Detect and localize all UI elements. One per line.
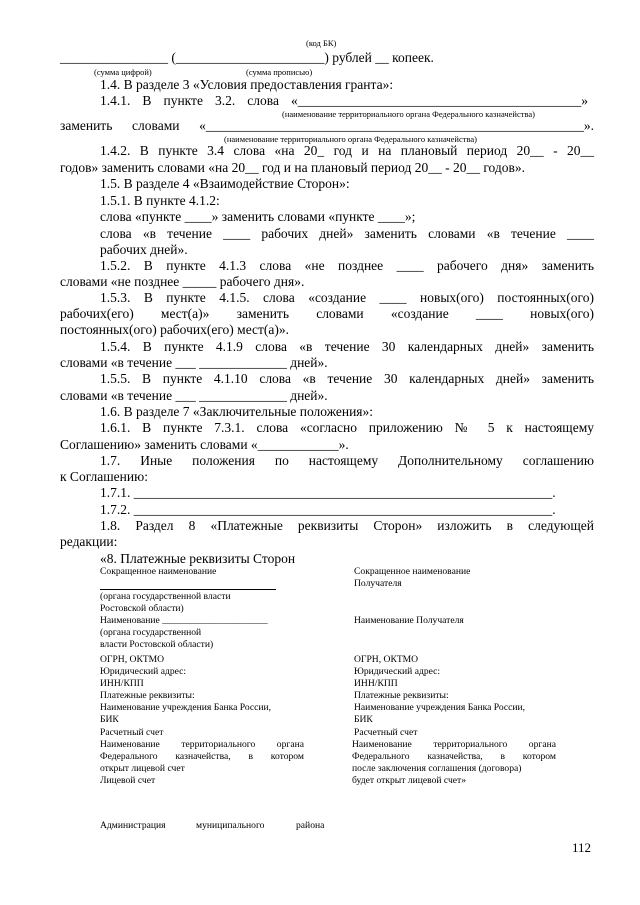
left-bik: БИК bbox=[100, 714, 119, 725]
code-caption: (код БК) bbox=[306, 38, 337, 48]
left-treasury-line1: Наименование территориального органа bbox=[100, 739, 304, 750]
left-account: Расчетный счет bbox=[100, 727, 164, 738]
left-ogrn: ОГРН, ОКТМО bbox=[100, 654, 165, 665]
left-treasury-line2: Федерального казначейства, в котором bbox=[100, 751, 304, 762]
paragraph-1-8-line2: редакции: bbox=[60, 534, 118, 549]
left-short-name: Сокращенное наименование bbox=[100, 566, 217, 577]
paragraph-1-7-line2: к Соглашению: bbox=[60, 469, 148, 484]
paragraph-1-5-3-line1: 1.5.3. В пункте 4.1.5. слова «создание ____ новых(ого) постоянных(ого) bbox=[100, 290, 594, 305]
right-account: Расчетный счет bbox=[354, 727, 418, 738]
paragraph-1-5-4-line2: словами «в течение ___ _____________ дней». bbox=[60, 355, 328, 370]
right-ogrn: ОГРН, ОКТМО bbox=[354, 654, 419, 665]
paragraph-1-5-1-words: слова «пункте ____» заменить словами «пункте ____»; bbox=[100, 209, 416, 224]
amount-line: ________________ (______________________) рублей __ копеек. bbox=[60, 50, 434, 65]
left-address: Юридический адрес: bbox=[100, 666, 187, 677]
footer-administration: Администрация bbox=[100, 820, 166, 831]
right-short-name-line2: Получателя bbox=[354, 578, 402, 589]
paragraph-1-6-1-line2: Соглашению» заменить словами «____________». bbox=[60, 437, 349, 452]
left-org2-line1: (органа государственной bbox=[100, 627, 202, 638]
amount-digits-caption: (сумма цифрой) bbox=[94, 67, 152, 77]
paragraph-1-7-line1: 1.7. Иные положения по настоящему Дополнительному соглашению bbox=[100, 453, 594, 468]
paragraph-1-4-2-line1: 1.4.2. В пункте 3.4 слова «на 20_ год и на плановый период 20__ - 20__ bbox=[100, 143, 594, 158]
paragraph-1-4: 1.4. В разделе 3 «Условия предоставления гранта»: bbox=[100, 77, 394, 92]
section-8-title: «8. Платежные реквизиты Сторон bbox=[100, 551, 296, 566]
left-org-line1: (органа государственной власти bbox=[100, 591, 231, 602]
left-payment: Платежные реквизиты: bbox=[100, 690, 195, 701]
paragraph-1-7-2: 1.7.2. ______________________________________________________________. bbox=[100, 502, 556, 517]
right-bik: БИК bbox=[354, 714, 373, 725]
paragraph-1-5-3-line2: рабочих(его) мест(а)» заменить словами «создание ____ новых(ого) bbox=[60, 306, 594, 321]
page-number: 112 bbox=[572, 840, 592, 855]
paragraph-1-8-line1: 1.8. Раздел 8 «Платежные реквизиты Сторон» изложить в следующей bbox=[100, 518, 594, 533]
left-personal-account: Лицевой счет bbox=[100, 775, 156, 786]
footer-municipal: муниципального bbox=[196, 820, 265, 831]
paragraph-1-6: 1.6. В разделе 7 «Заключительные положения»: bbox=[100, 404, 374, 419]
left-bank: Наименование учреждения Банка России, bbox=[100, 702, 272, 713]
right-inn: ИНН/КПП bbox=[354, 678, 398, 689]
paragraph-1-4-2-line2: годов» заменить словами «на 20__ год и на плановый период 20__ - 20__ годов». bbox=[60, 160, 526, 175]
caption-treasury-1: (наименование территориального органа Федерального казначейства) bbox=[282, 109, 535, 119]
right-payment: Платежные реквизиты: bbox=[354, 690, 449, 701]
caption-treasury-2: (наименование территориального органа Федерального казначейства) bbox=[224, 134, 477, 144]
right-treasury-line2: Федерального казначейства, в котором bbox=[352, 751, 556, 762]
right-bank: Наименование учреждения Банка России, bbox=[354, 702, 526, 713]
replace-words-line: заменить словами «________________________________________________________». bbox=[60, 118, 594, 133]
paragraph-1-6-1-line1: 1.6.1. В пункте 7.3.1. слова «согласно приложению № 5 к настоящему bbox=[100, 420, 594, 435]
paragraph-1-5-4-line1: 1.5.4. В пункте 4.1.9 слова «в течение 30 календарных дней» заменить bbox=[100, 339, 594, 354]
left-org-line2: Ростовской области) bbox=[100, 603, 184, 614]
right-name: Наименование Получателя bbox=[354, 615, 464, 626]
paragraph-1-5-2-line1: 1.5.2. В пункте 4.1.3 слова «не позднее ____ рабочего дня» заменить bbox=[100, 258, 594, 273]
paragraph-1-5-1-days-line2: рабочих дней». bbox=[100, 242, 188, 257]
left-short-name-line bbox=[100, 589, 276, 590]
paragraph-1-5-3-line3: постоянных(ого) рабочих(его) мест(а)». bbox=[60, 322, 290, 337]
paragraph-1-4-1: 1.4.1. В пункте 3.2. слова «__________________________________________» bbox=[100, 93, 588, 108]
right-treasury-line3: после заключения соглашения (договора) bbox=[352, 763, 522, 774]
amount-words-caption: (сумма прописью) bbox=[246, 67, 313, 77]
paragraph-1-5-5-line1: 1.5.5. В пункте 4.1.10 слова «в течение 30 календарных дней» заменить bbox=[100, 371, 594, 386]
paragraph-1-5-1: 1.5.1. В пункте 4.1.2: bbox=[100, 193, 220, 208]
paragraph-1-5-1-days-line1: слова «в течение ____ рабочих дней» заменить словами «в течение ____ bbox=[100, 226, 594, 241]
left-treasury-line3: открыт лицевой счет bbox=[100, 763, 185, 774]
paragraph-1-5: 1.5. В разделе 4 «Взаимодействие Сторон»: bbox=[100, 176, 350, 191]
right-address: Юридический адрес: bbox=[354, 666, 441, 677]
footer-district: района bbox=[296, 820, 325, 831]
left-name-line: Наименование ______________________ bbox=[100, 615, 268, 626]
right-treasury-line4: будет открыт лицевой счет» bbox=[352, 775, 467, 786]
left-org2-line2: власти Ростовской области) bbox=[100, 639, 214, 650]
right-treasury-line1: Наименование территориального органа bbox=[352, 739, 556, 750]
paragraph-1-7-1: 1.7.1. ______________________________________________________________. bbox=[100, 485, 556, 500]
paragraph-1-5-5-line2: словами «в течение ___ _____________ дней». bbox=[60, 388, 328, 403]
paragraph-1-5-2-line2: словами «не позднее _____ рабочего дня». bbox=[60, 274, 305, 289]
right-short-name-line1: Сокращенное наименование bbox=[354, 566, 471, 577]
left-inn: ИНН/КПП bbox=[100, 678, 144, 689]
